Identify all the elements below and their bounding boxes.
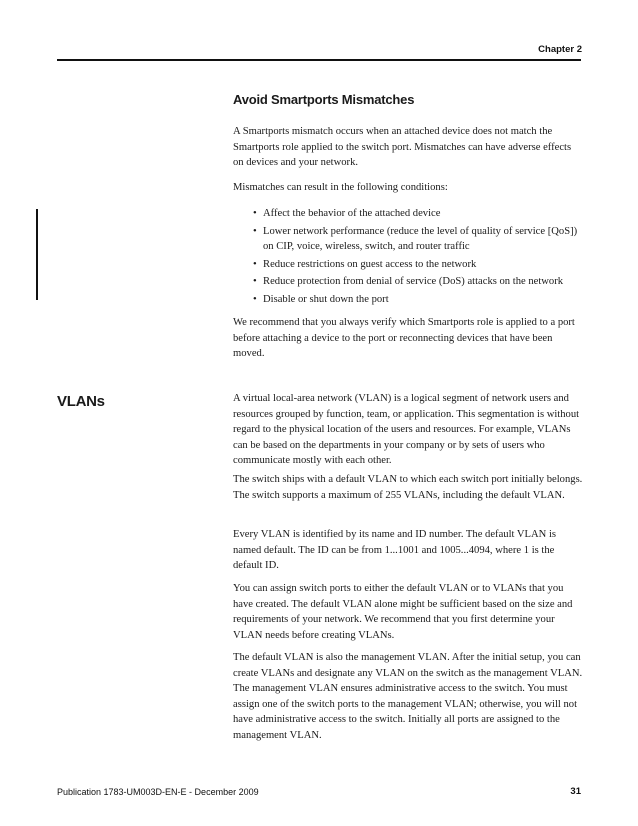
paragraph-text: Mismatches can result in the following conditions:	[233, 182, 448, 193]
list-item: • Disable or shut down the port	[255, 292, 585, 308]
header-rule	[57, 59, 581, 61]
paragraph-text: Every VLAN is identified by its name and ID number. The default VLAN is named default. The ID can be from 1...1001 and 1005...4094, where 1 is the default ID.	[233, 529, 557, 572]
mismatch-paragraph-1	[233, 124, 583, 171]
mismatch-conditions-list	[255, 206, 585, 310]
page-number: 31	[570, 786, 581, 797]
list-item: • Affect the behavior of the attached device	[255, 206, 585, 222]
chapter-label: Chapter 2	[538, 44, 582, 55]
paragraph-text: A Smartports mismatch occurs when an attached device does not match the Smartports role applied to the switch port. Mismatches can have adverse effects on devices and your network.	[233, 126, 572, 169]
vlans-paragraph-4	[233, 581, 583, 643]
paragraph-text: The default VLAN is also the management VLAN. After the initial setup, you can create VLANs and designate any VLAN on the switch as the management VLAN. The management VLAN ensures administrative access to the switch. You must assign one of the switch ports to the management VLAN; otherwise, you will not have administrative access to the switch. Initially all ports are assigned to the management VLAN.	[233, 652, 583, 741]
mismatch-paragraph-2	[233, 180, 583, 196]
list-item: • Lower network performance (reduce the level of quality of service [QoS]) on CIP, voice, wireless, switch, and router traffic	[255, 224, 585, 255]
vlans-paragraph-5	[233, 650, 583, 744]
vlans-paragraph-2	[233, 472, 583, 503]
paragraph-text: You can assign switch ports to either the default VLAN or to VLANs that you have created. The default VLAN alone might be sufficient based on the size and requirements of your network. We recommend that you first determine your VLAN needs before creating VLANs.	[233, 583, 573, 641]
mismatch-paragraph-3	[233, 315, 583, 362]
section-heading-smartports-mismatches: Avoid Smartports Mismatches	[233, 92, 415, 107]
publication-footer: Publication 1783-UM003D-EN-E - December 2009	[57, 787, 259, 797]
change-bar	[36, 209, 38, 300]
list-item: • Reduce restrictions on guest access to the network	[255, 257, 585, 273]
section-heading-vlans: VLANs	[57, 393, 105, 410]
list-item: • Reduce protection from denial of service (DoS) attacks on the network	[255, 274, 585, 290]
vlans-paragraph-3	[233, 527, 583, 574]
paragraph-text: A virtual local-area network (VLAN) is a logical segment of network users and resources grouped by function, team, or application. This segmentation is without regard to the physical location of the users and resources. For example, VLANs can be based on the departments in your company or by sets of users who communicate mostly with each other.	[233, 393, 580, 467]
paragraph-text: The switch ships with a default VLAN to which each switch port initially belongs. The switch supports a maximum of 255 VLANs, including the default VLAN.	[233, 474, 583, 501]
vlans-paragraph-1	[233, 391, 583, 469]
paragraph-text: We recommend that you always verify which Smartports role is applied to a port before attaching a device to the port or reconnecting devices that have been moved.	[233, 317, 575, 360]
